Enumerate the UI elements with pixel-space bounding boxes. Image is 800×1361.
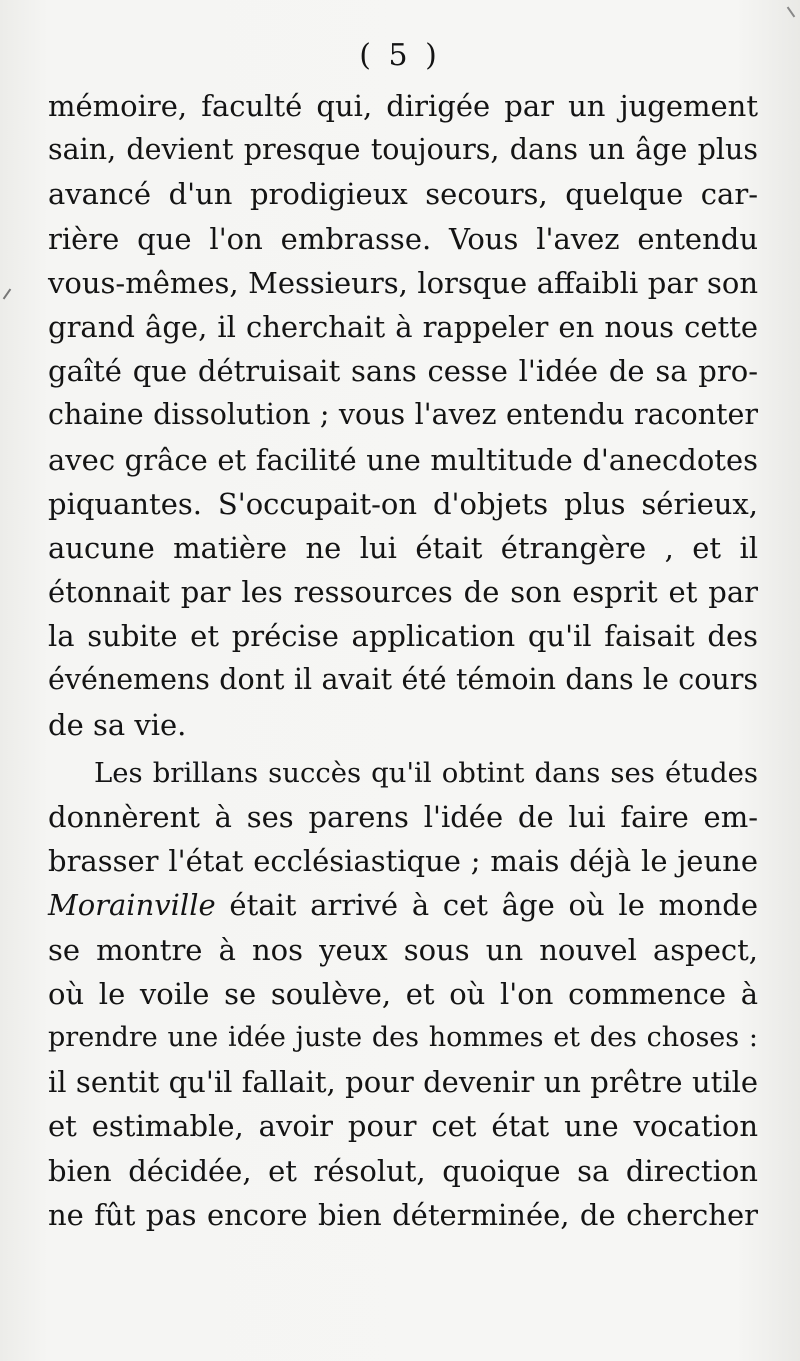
text-line: ne fût pas encore bien déterminée, de chercher (48, 1197, 758, 1232)
text-line: avec grâce et facilité une multitude d'anecdotes (48, 442, 758, 477)
paragraph-end-line: de sa vie. (48, 707, 187, 742)
text-line: donnèrent à ses parens l'idée de lui faire em- (48, 800, 758, 834)
text-line: étonnait par les ressources de son esprit et par (48, 575, 758, 610)
text-line: se montre à nos yeux sous un nouvel aspect, (48, 932, 758, 967)
text-line: il sentit qu'il fallait, pour devenir un prêtre utile (48, 1065, 758, 1100)
body-text (48, 84, 758, 1237)
text-line (48, 883, 758, 927)
text-line: vous-mêmes, Messieurs, lorsque affaibli par son (48, 265, 758, 300)
text-line-rest: était arrivé à cet âge où le monde (215, 888, 758, 923)
text-line: où le voile se soulève, et où l'on commence à (48, 976, 758, 1011)
text-line: prendre une idée juste des hommes et des choses : (48, 1021, 758, 1053)
text-line: la subite et précise application qu'il faisait des (48, 619, 758, 654)
text-line: avancé d'un prodigieux secours, quelque car- (48, 177, 758, 212)
text-line: événemens dont il avait été témoin dans le cours (48, 663, 758, 697)
margin-mark (3, 289, 12, 300)
corner-mark (787, 7, 796, 18)
text-line: piquantes. S'occupait-on d'objets plus sérieux, (48, 486, 758, 521)
text-line: mémoire, faculté qui, dirigée par un jugement (48, 89, 758, 123)
text-line: sain, devient presque toujours, dans un âge plus (48, 133, 758, 167)
text-line: brasser l'état ecclésiastique ; mais déjà le jeune (48, 844, 758, 879)
italic-name: Morainville (48, 888, 216, 923)
page-number: ( 5 ) (359, 38, 441, 73)
text-line: rière que l'on embrasse. Vous l'avez entendu (48, 221, 758, 256)
text-line: et estimable, avoir pour cet état une vocation (48, 1109, 758, 1144)
paragraph-start-line: Les brillans succès qu'il obtint dans ses études (94, 756, 758, 789)
text-line: chaine dissolution ; vous l'avez entendu raconter (48, 398, 758, 432)
text-line: grand âge, il cherchait à rappeler en nous cette (48, 309, 758, 344)
text-line: gaîté que détruisait sans cesse l'idée de sa pro- (48, 354, 758, 389)
text-line: bien décidée, et résolut, quoique sa direction (48, 1153, 758, 1188)
text-line: aucune matière ne lui était étrangère , et il (48, 530, 758, 565)
